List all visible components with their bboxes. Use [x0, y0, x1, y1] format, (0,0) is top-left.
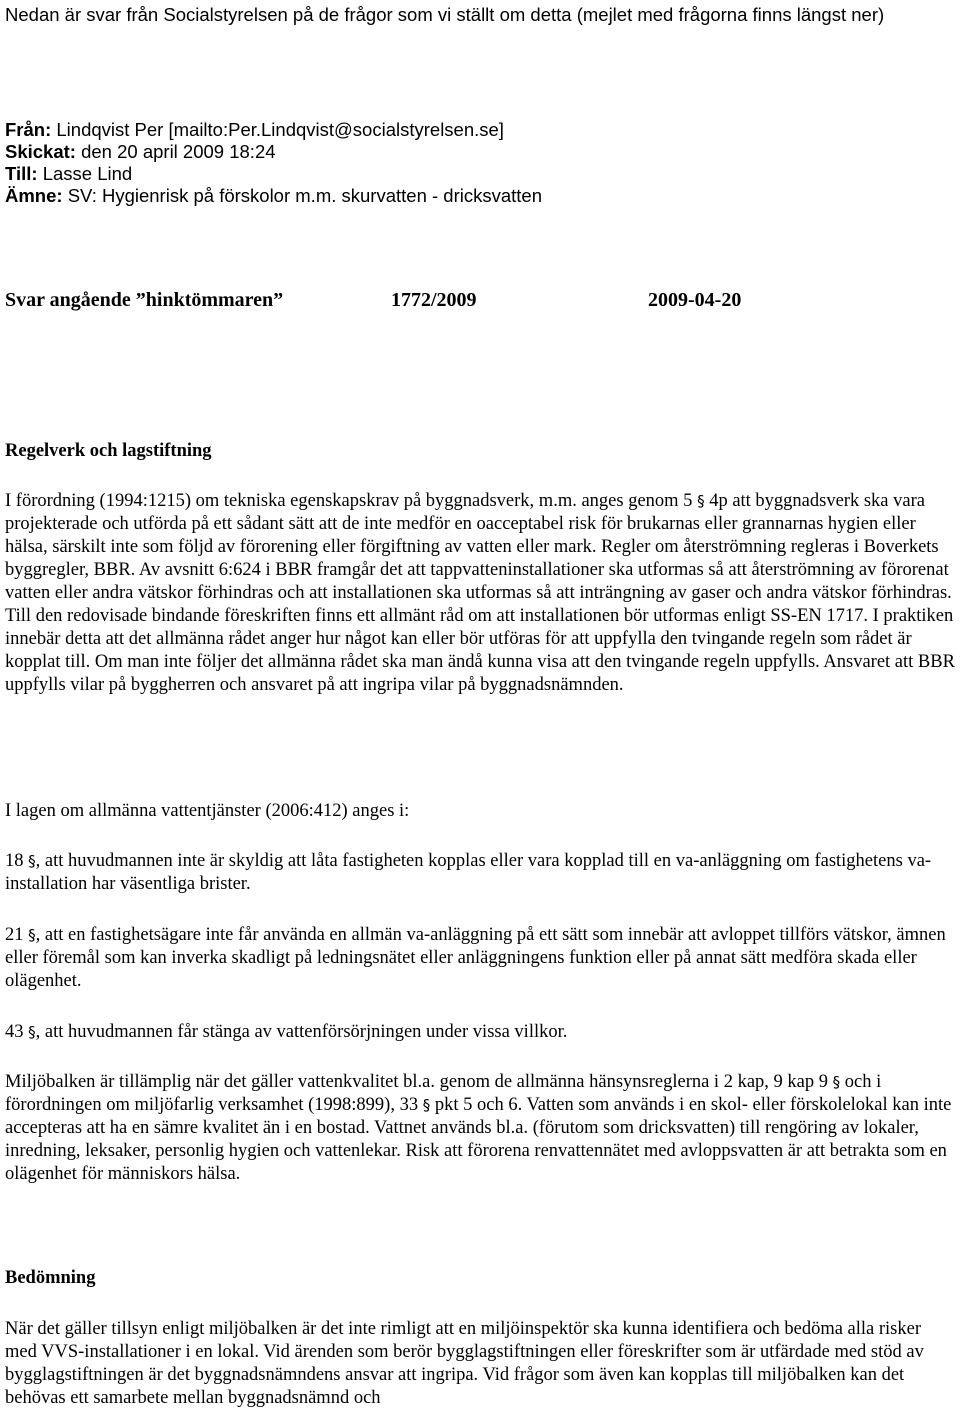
- section-heading-regelverk: Regelverk och lagstiftning: [5, 441, 212, 461]
- paragraph-43: 43 §, att huvudmannen får stänga av vattenförsörjningen under vissa villkor.: [5, 1022, 568, 1042]
- paragraph-tillsyn: När det gäller tillsyn enligt miljöbalken är det inte rimligt att en miljöinspektör ska kunna identifiera och bedöma alla risker med VVS-installationer i en lokal. Vid ärenden som berör bygglagstiftningen eller föreskrifter som är utfärdade med stöd av bygglagstiftningen är det byggnadsnämndens ansvar att ingripa. Vid frågor som även kan kopplas till miljöbalken kan det behövas ett samarbete mellan byggnadsnämnd och: [5, 1319, 924, 1408]
- paragraph-forordning: I förordning (1994:1215) om tekniska egenskapskrav på byggnadsverk, m.m. anges genom 5 § 4p att byggnadsverk ska vara projekterade och utförda på ett sådant sätt att de inte medför en oacceptabel risk för brukarnas eller grannarnas hygien eller hälsa, särskilt inte som följd av förorening eller förgiftning av vatten eller mark. Regler om återströmning regleras i Boverkets byggregler, BBR. Av avsnitt 6:624 i BBR framgår det att tappvatteninstallationer ska utformas så att återströmning av förorenat vatten eller andra vätskor förhindras och att installationen ska utformas så att inträngning av gaser och andra vätskor förhindras. Till den redovisade bindande föreskriften finns ett allmänt råd om att installationen bör utformas enligt SS-EN 1717. I praktiken innebär detta att det allmänna rådet anger hur något kan eller bör utföras för att uppfylla den tvingande regeln som rådet är kopplat till. Om man inte följer det allmänna rådet ska man ändå kunna visa att den tvingande regeln uppfylls. Ansvaret att BBR uppfylls vilar på byggherren och ansvaret på att ingripa vilar på byggnadsnämnden.: [5, 491, 955, 695]
- from-value: Lindqvist Per [mailto:Per.Lindqvist@socialstyrelsen.se]: [56, 119, 504, 140]
- to-line: [5, 163, 956, 185]
- sent-value: den 20 april 2009 18:24: [81, 141, 276, 162]
- section-symbol: §: [28, 852, 36, 870]
- section-symbol: §: [28, 1023, 36, 1041]
- from-line: [5, 119, 956, 141]
- sent-line: [5, 141, 956, 163]
- to-value: Lasse Lind: [42, 163, 133, 184]
- paragraph-lagen: I lagen om allmänna vattentjänster (2006:412) anges i:: [5, 801, 410, 821]
- title-number: 1772/2009: [391, 289, 477, 311]
- section-symbol: §: [697, 492, 705, 510]
- subject-value: SV: Hygienrisk på förskolor m.m. skurvatten - dricksvatten: [67, 185, 543, 206]
- subject-line: [5, 185, 956, 207]
- paragraph-miljobalken: Miljöbalken är tillämplig när det gäller vattenkvalitet bl.a. genom de allmänna hänsynsreglerna i 2 kap, 9 kap 9 § och i förordningen om miljöfarlig verksamhet (1998:899), 33 § pkt 5 och 6. Vatten som används i en skol- eller förskolelokal kan inte accepteras att ha en sämre kvalitet än i en bostad. Vattnet används bl.a. (förutom som dricksvatten) till rengöring av lokaler, inredning, leksaker, personlig hygien och vattenlekar. Risk att förorena renvattennätet med avloppsvatten är att betrakta som en olägenhet för människors hälsa.: [5, 1072, 952, 1184]
- title-date: 2009-04-20: [648, 289, 742, 311]
- section-symbol: §: [28, 926, 36, 944]
- from-label: Från:: [5, 119, 52, 140]
- intro-text: Nedan är svar från Socialstyrelsen på de frågor som vi ställt om detta (mejlet med frågorna finns längst ner): [5, 4, 885, 25]
- section-heading-bedomning: Bedömning: [5, 1268, 96, 1288]
- paragraph-21: 21 §, att en fastighetsägare inte får använda en allmän va-anläggning på ett sätt som innebär att avloppet tillförs vätskor, ämnen eller föremål som kan inverka skadligt på ledningsnätet eller anläggningens funktion eller på annat sätt medföra skada eller olägenhet.: [5, 925, 946, 991]
- title-text: Svar angående ”hinktömmaren”: [5, 289, 284, 311]
- section-symbol: §: [832, 1073, 841, 1091]
- subject-label: Ämne:: [5, 185, 63, 206]
- paragraph-18: 18 §, att huvudmannen inte är skyldig att låta fastigheten kopplas eller vara kopplad till en va-anläggning om fastighetens va-installation har väsentliga brister.: [5, 851, 932, 894]
- email-header: [5, 119, 956, 207]
- section-symbol: §: [422, 1096, 431, 1114]
- to-label: Till:: [5, 163, 38, 184]
- title-row: [5, 289, 956, 313]
- sent-label: Skickat:: [5, 141, 76, 162]
